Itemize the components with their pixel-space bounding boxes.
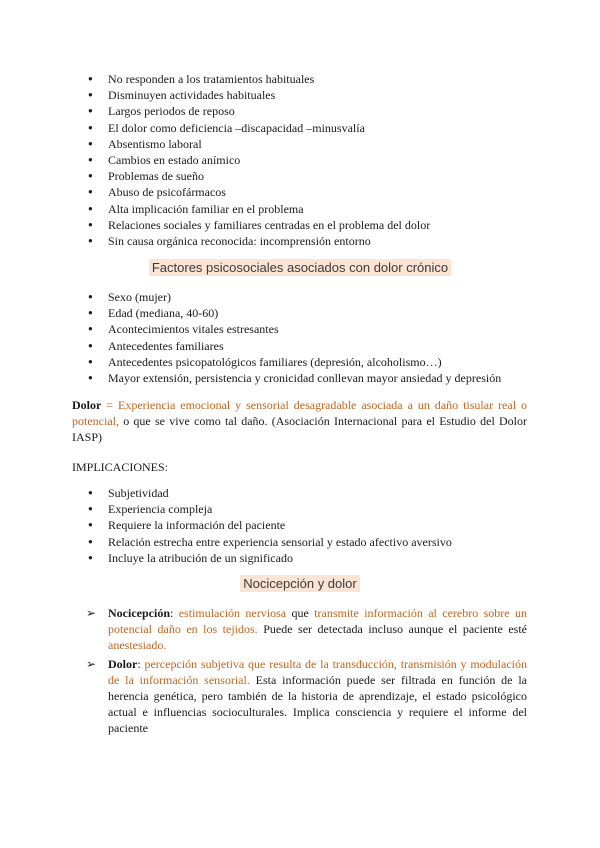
arrow-bullet-icon: ➢ — [86, 606, 97, 620]
list-item: ● El dolor como deficiencia –discapacidad –minusvalía — [92, 120, 532, 136]
nocicepcion-def-2: transmite información al cerebro sobre un potencial daño en los tejidos. — [108, 606, 527, 637]
nocicepcion-end: anestesiado. — [108, 638, 167, 653]
nocicepcion-term: Nocicepción — [108, 606, 170, 620]
list-item: ● Sin causa orgánica reconocida: incomprensión entorno — [92, 233, 532, 249]
list-item: ● Incluye la atribución de un significado — [92, 550, 532, 566]
list-item: ● Disminuyen actividades habituales — [92, 87, 532, 103]
arrow-bullet-icon: ➢ — [86, 656, 97, 671]
symptom-list — [92, 71, 532, 249]
colon: : — [170, 606, 179, 620]
list-item: ● Subjetividad — [92, 485, 532, 501]
list-item: ● Requiere la información del paciente — [92, 517, 532, 533]
list-item: ● Alta implicación familiar en el problema — [92, 201, 532, 217]
list-item — [86, 656, 527, 737]
dolor-definition — [72, 397, 527, 446]
list-item: ● Abuso de psicofármacos — [92, 184, 532, 200]
section-heading-factores — [0, 259, 600, 277]
heading-text: Nocicepción y dolor — [240, 575, 359, 592]
list-item: ● Mayor extensión, persistencia y cronicidad conllevan mayor ansiedad y depresión — [92, 370, 532, 386]
colon: : — [137, 656, 145, 671]
list-item: ● Antecedentes psicopatológicos familiares (depresión, alcoholismo…) — [92, 354, 532, 370]
list-item: ● Problemas de sueño — [92, 168, 532, 184]
dolor-term-2: Dolor — [108, 656, 138, 671]
dolor-rest: Esta información puede ser filtrada en función de la herencia genética, pero también de la historia de aprendizaje, el estado psicológico actual e influencias socioculturales. Implica consciencia y requiere el informe del paciente — [108, 672, 527, 736]
definition-text: Experiencia emocional y sensorial desagradable asociada a un daño tisular real o potencial, — [72, 398, 527, 429]
list-item: ● Sexo (mujer) — [92, 289, 532, 305]
nocicepcion-mid: Puede ser detectada incluso aunque el paciente esté — [257, 622, 527, 637]
list-item: ● Relaciones sociales y familiares centradas en el problema del dolor — [92, 217, 532, 233]
implications-list — [92, 485, 532, 566]
que-text: que — [286, 606, 315, 620]
nocicepcion-def-1: estimulación nerviosa — [178, 606, 287, 620]
list-item: ● Experiencia compleja — [92, 501, 532, 517]
definitions-list — [86, 605, 527, 739]
dolor-term: Dolor — [72, 398, 102, 412]
factors-list — [92, 289, 532, 386]
list-item: ● Absentismo laboral — [92, 136, 532, 152]
list-item: ● Cambios en estado anímico — [92, 152, 532, 168]
equals-sign: = — [101, 398, 118, 412]
list-item: ● Acontecimientos vitales estresantes — [92, 321, 532, 337]
list-item: ● Relación estrecha entre experiencia sensorial y estado afectivo aversivo — [92, 534, 532, 550]
list-item: ● Largos periodos de reposo — [92, 103, 532, 119]
heading-text: Factores psicosociales asociados con dolor crónico — [149, 259, 451, 276]
list-item — [86, 605, 527, 654]
list-item: ● Antecedentes familiares — [92, 338, 532, 354]
section-heading-nocicepcion — [0, 575, 600, 593]
definition-rest: o que se vive como tal daño. (Asociación Internacional para el Estudio del Dolor IASP) — [72, 414, 527, 445]
dolor-def: percepción subjetiva que resulta de la transducción, transmisión y modulación de la información sensorial. — [108, 656, 527, 687]
list-item: ● No responden a los tratamientos habituales — [92, 71, 532, 87]
list-item: ● Edad (mediana, 40-60) — [92, 305, 532, 321]
implicaciones-label: IMPLICACIONES: — [72, 460, 169, 474]
